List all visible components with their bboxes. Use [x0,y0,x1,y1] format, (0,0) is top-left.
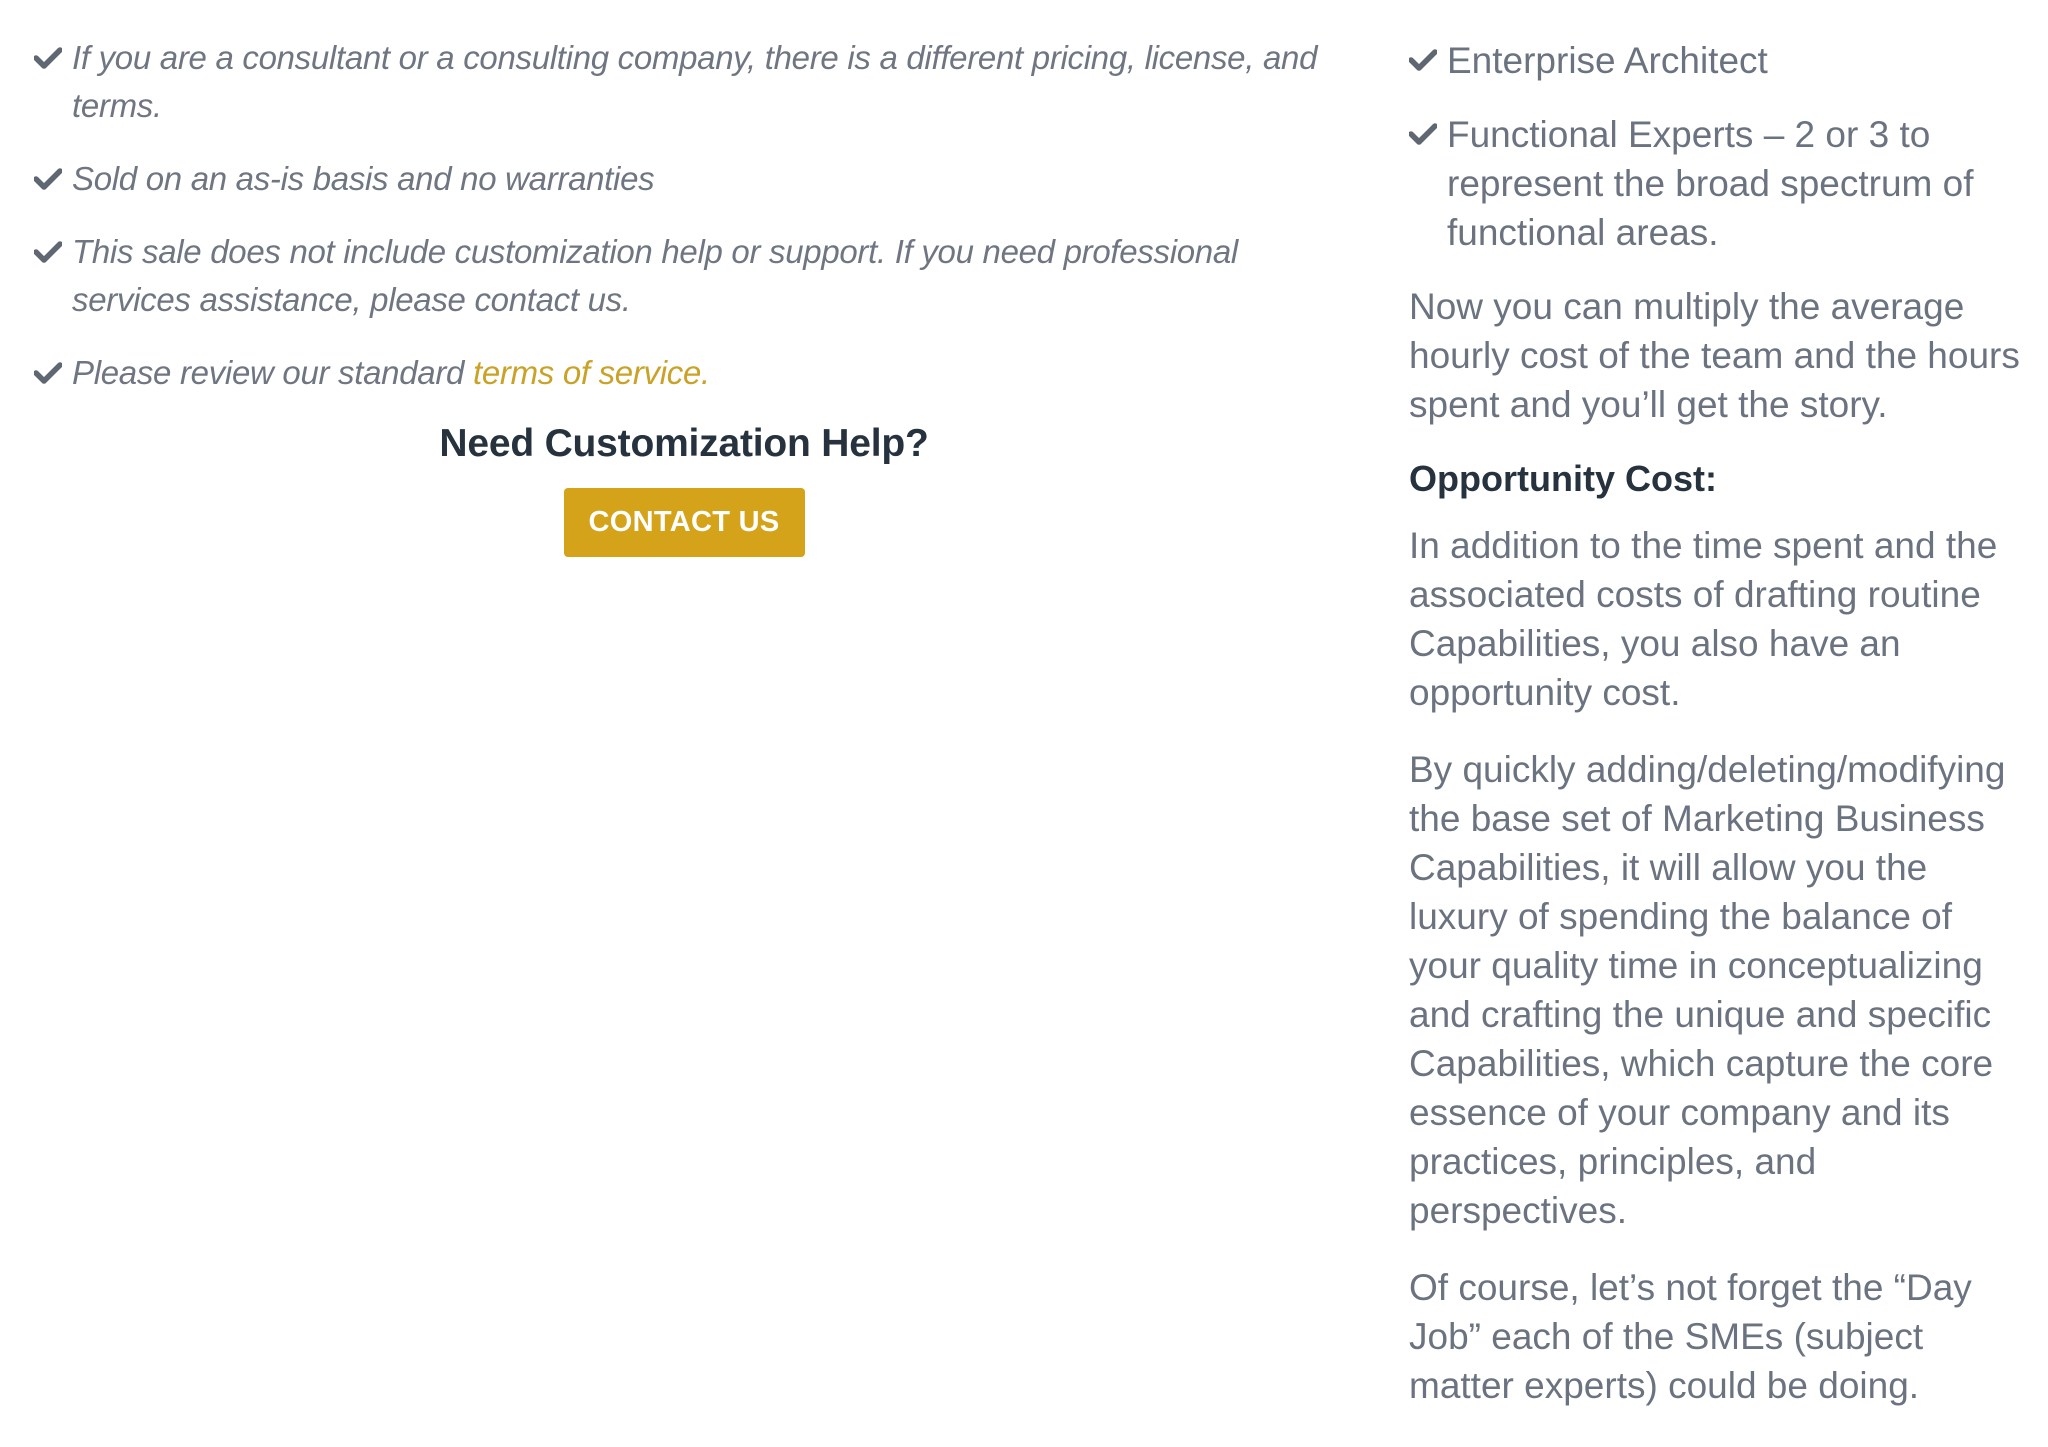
terms-prefix: Please review our standard [72,354,473,391]
check-icon [1409,110,1447,158]
opportunity-cost-heading: Opportunity Cost: [1409,458,1717,499]
terms-of-service-link[interactable]: terms of service [472,354,702,391]
paragraph-day-job: Of course, let’s not forget the “Day Job” each of the SMEs (subject matter experts) could be doing. [1409,1267,1972,1406]
list-item [34,349,1334,397]
list-item-text: Functional Experts – 2 or 3 to represent the broad spectrum of functional areas. [1447,114,1974,253]
customization-cta [34,422,1334,557]
paragraph-opportunity-cost: In addition to the time spent and the associated costs of drafting routine Capabilities, you also have an opportunity cost. [1409,525,1998,713]
list-item [1409,36,2034,85]
list-item-text: Enterprise Architect [1447,40,1768,81]
list-item [34,228,1334,324]
check-icon [34,228,72,276]
team-list [1409,36,2034,257]
article-column [1409,36,2034,1438]
paragraph-capabilities: By quickly adding/deleting/modifying the base set of Marketing Business Capabilities, it will allow you the luxury of spending the balance of your quality time in conceptualizing and crafting the unique and specific Capabilities, which capture the core essence of your company and its practices, principles, and perspectives. [1409,749,2006,1231]
cta-title: Need Customization Help? [439,422,929,465]
list-item [1409,110,2034,257]
contact-us-button[interactable]: CONTACT US [564,488,805,557]
check-icon [34,349,72,397]
list-item-text: This sale does not include customization help or support. If you need professional services assistance, please contact us. [72,233,1238,318]
check-icon [1409,36,1447,84]
list-item-text: Sold on an as-is basis and no warranties [72,160,655,197]
list-item [34,34,1334,130]
list-item-text: If you are a consultant or a consulting company, there is a different pricing, license, and terms. [72,39,1318,124]
paragraph-cost-story: Now you can multiply the average hourly cost of the team and the hours spent and you’ll get the story. [1409,286,2020,425]
list-item [34,155,1334,203]
terms-column [34,34,1334,557]
check-icon [34,155,72,203]
terms-suffix: . [701,354,710,391]
terms-list [34,34,1334,397]
check-icon [34,34,72,82]
list-item-text [72,349,710,397]
